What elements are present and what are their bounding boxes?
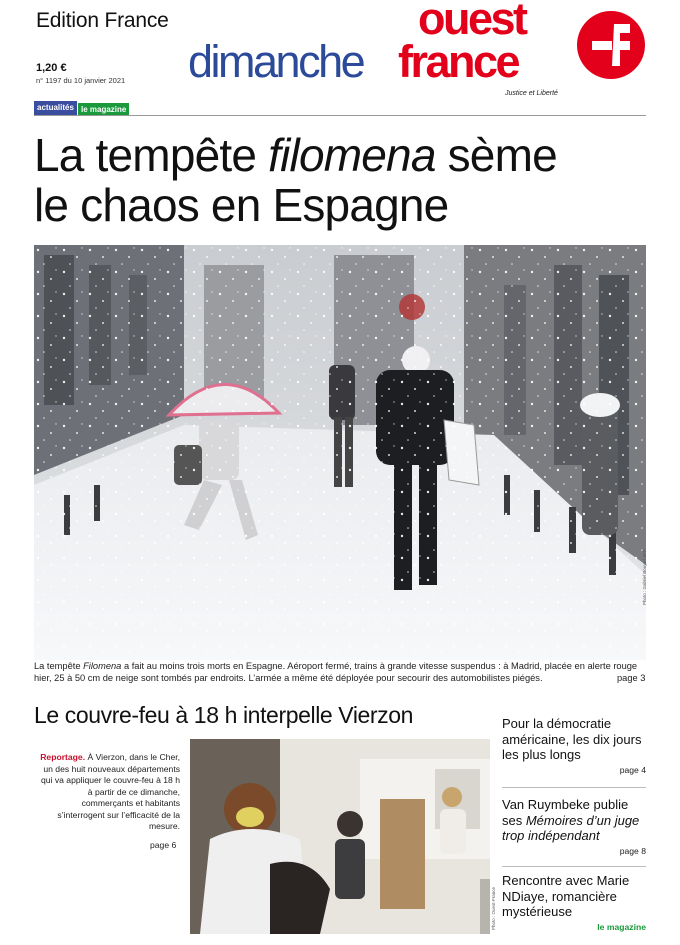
- second-photo-credit: Photo : Ouest-France: [491, 886, 496, 930]
- tag-actualites[interactable]: actualités: [34, 101, 77, 115]
- sidebar-title: Rencontre avec Marie NDiaye, romancière mystérieuse: [502, 873, 630, 919]
- sidebar-divider: [502, 866, 646, 867]
- reportage-label: Reportage.: [40, 752, 86, 762]
- sidebar-item-ndiaye[interactable]: [502, 873, 646, 932]
- second-story-page-link[interactable]: page 6: [150, 840, 177, 850]
- issue-number: n° 1197 du 10 janvier 2021: [36, 76, 126, 85]
- caption-rest: a fait au moins trois morts en Espagne. Aéroport fermé, trains à grande vitesse suspendus : à Madrid, placée en alerte rouge hier, 25 à 50 cm de neige sont tombés par endroits. L’armée a même été déployée pour secourir des automobilistes piégés.: [34, 661, 638, 683]
- ouest-france-logo-icon: [576, 10, 646, 80]
- reportage-body: À Vierzon, dans le Cher, un des huit nouveaux départements qui va appliquer le couvre-feu à 18 h à partir de ce dimanche, commerçants et habitants s’interrogent sur l’efficacité de la mesure.: [40, 752, 180, 831]
- masthead-dimanche: dimanche: [188, 36, 364, 87]
- sidebar-magazine-link: le magazine: [597, 921, 646, 932]
- sidebar-title: Pour la démocratie américaine, les dix jours les plus longs: [502, 716, 642, 762]
- main-photo-snowy-street[interactable]: [34, 245, 646, 660]
- sidebar-title-italic: Mémoires d’un juge trop indépendant: [502, 812, 640, 843]
- second-photo-hair-salon[interactable]: [190, 739, 490, 934]
- edition-label: Edition France: [36, 9, 169, 32]
- sidebar-title: [502, 797, 646, 844]
- masthead-motto: Justice et Liberté: [505, 90, 558, 97]
- sidebar-page: page 8: [619, 845, 646, 856]
- sidebar-item-van-ruymbeke[interactable]: [502, 797, 646, 856]
- headline-part1: La tempête: [34, 129, 269, 181]
- sidebar-divider: [502, 787, 646, 788]
- masthead-france: france: [398, 36, 519, 87]
- headline-line2: le chaos en Espagne: [34, 179, 449, 231]
- sidebar-page: page 4: [619, 764, 646, 775]
- caption-italic: Filomena: [83, 661, 122, 671]
- headline-italic: filomena: [268, 129, 436, 181]
- main-headline[interactable]: [34, 130, 654, 230]
- caption-lead: La tempête: [34, 661, 84, 671]
- tag-le-magazine[interactable]: le magazine: [78, 103, 129, 115]
- main-photo-caption: [34, 661, 646, 684]
- main-story-page-link[interactable]: page 3: [617, 673, 646, 683]
- sidebar-item-democratie[interactable]: [502, 716, 646, 775]
- masthead-ouest: ouest: [418, 0, 526, 44]
- reportage-text: [34, 752, 180, 833]
- sidebar-title-part1: Van Ruymbeke publie ses: [502, 797, 629, 828]
- second-headline[interactable]: Le couvre-feu à 18 h interpelle Vierzon: [34, 702, 414, 728]
- headline-part2: sème: [435, 129, 557, 181]
- main-photo-credit: Photo : Gabriel Bouys / AFP: [642, 548, 647, 605]
- price: 1,20 €: [36, 62, 67, 74]
- header-rule: [34, 115, 646, 116]
